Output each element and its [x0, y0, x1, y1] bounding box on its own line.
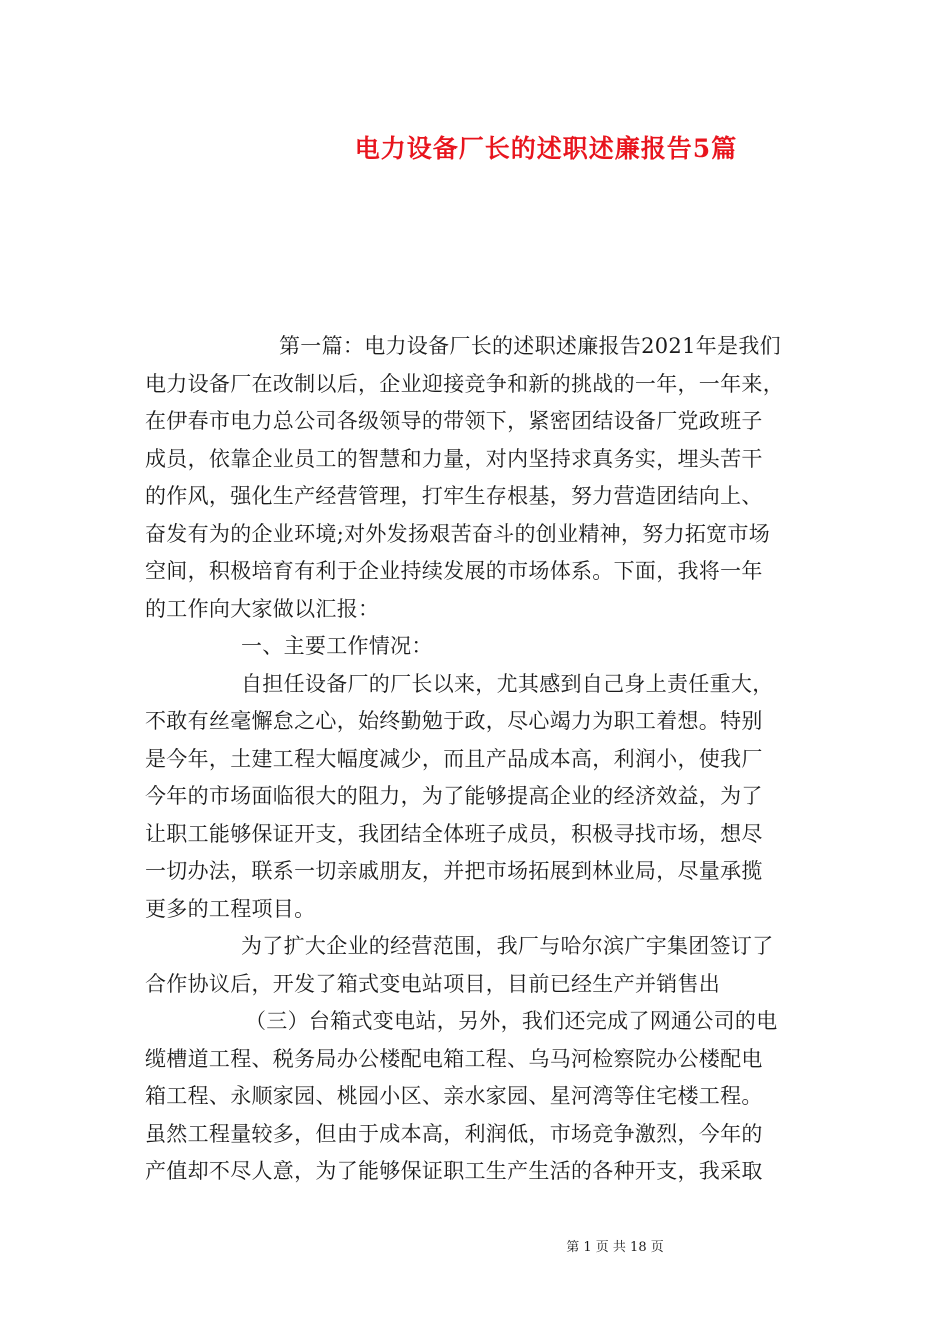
paragraph-line: 第一篇：电力设备厂长的述职述廉报告2021年是我们 — [279, 334, 781, 358]
paragraph-line: 是今年，土建工程大幅度减少，而且产品成本高，利润小，使我厂 — [145, 746, 763, 771]
paragraph-line: 的工作向大家做以汇报： — [145, 596, 380, 621]
paragraph-line: （三）台箱式变电站，另外，我们还完成了网通公司的电 — [245, 1009, 778, 1033]
paragraph-line: 的作风，强化生产经营管理，打牢生存根基，努力营造团结向上、 — [145, 484, 763, 508]
paragraph-line: 在伊春市电力总公司各级领导的带领下，紧密团结设备厂党政班子 — [145, 409, 763, 433]
page-number: 第 1 页 共 18 页 — [566, 1240, 664, 1255]
paragraph-line: 电力设备厂在改制以后，企业迎接竞争和新的挑战的一年，一年来， — [145, 371, 784, 396]
paragraph-line: 今年的市场面临很大的阻力，为了能够提高企业的经济效益，为了 — [145, 784, 763, 808]
paragraph-line: 让职工能够保证开支，我团结全体班子成员，积极寻找市场，想尽 — [145, 821, 763, 846]
section-heading: 一、主要工作情况： — [241, 634, 433, 658]
paragraph-line: 为了扩大企业的经营范围，我厂与哈尔滨广宇集团签订了 — [241, 934, 774, 958]
paragraph-line: 自担任设备厂的厂长以来，尤其感到自己身上责任重大， — [241, 671, 774, 696]
paragraph-line: 奋发有为的企业环境;对外发扬艰苦奋斗的创业精神，努力拓宽市场 — [145, 521, 771, 546]
paragraph-line: 一切办法，联系一切亲戚朋友，并把市场拓展到林业局，尽量承揽 — [145, 859, 763, 883]
document-title: 电力设备厂长的述职述廉报告5篇 — [354, 134, 738, 163]
paragraph-line: 不敢有丝毫懈怠之心，始终勤勉于政，尽心竭力为职工着想。特别 — [145, 709, 763, 733]
paragraph-line: 成员，依靠企业员工的智慧和力量，对内坚持求真务实，埋头苦干 — [145, 446, 763, 471]
paragraph-line: 合作协议后，开发了箱式变电站项目，目前已经生产并销售出 — [145, 971, 721, 996]
paragraph-line: 更多的工程项目。 — [145, 896, 316, 921]
paragraph-line: 缆槽道工程、税务局办公楼配电箱工程、乌马河检察院办公楼配电 — [145, 1046, 763, 1071]
document-body — [145, 328, 807, 1191]
paragraph-line: 虽然工程量较多，但由于成本高，利润低，市场竞争激烈，今年的 — [145, 1121, 763, 1146]
paragraph-line: 箱工程、永顺家园、桃园小区、亲水家园、星河湾等住宅楼工程。 — [145, 1084, 763, 1108]
paragraph-line: 产值却不尽人意，为了能够保证职工生产生活的各种开支，我采取 — [145, 1159, 763, 1183]
paragraph-line: 空间，积极培育有利于企业持续发展的市场体系。下面，我将一年 — [145, 559, 763, 583]
